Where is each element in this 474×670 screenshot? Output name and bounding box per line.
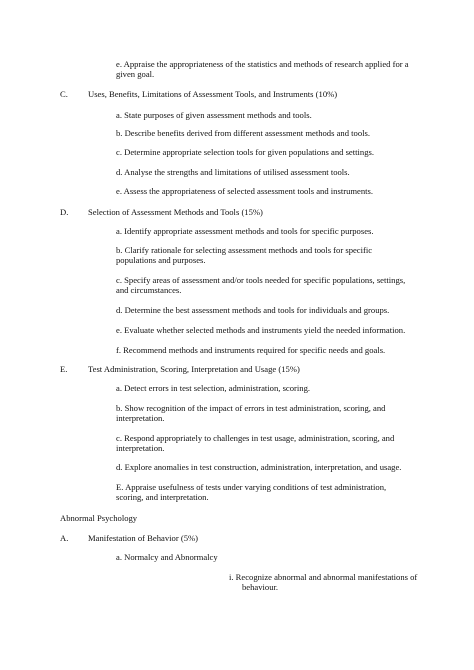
section-e-title: Test Administration, Scoring, Interpretation and Usage (15%) xyxy=(88,364,300,374)
section-d-item-e: e. Evaluate whether selected methods and instruments yield the needed information. xyxy=(116,325,406,335)
section-c-item-e: e. Assess the appropriateness of selected assessment tools and instruments. xyxy=(116,186,374,196)
section-e-item-e-line2: scoring, and interpretation. xyxy=(116,492,209,502)
section-e-item-d: d. Explore anomalies in test construction, administration, interpretation, and usage. xyxy=(116,462,402,472)
section-c-item-a: a. State purposes of given assessment methods and tools. xyxy=(116,110,312,120)
section-e-item-b-line1: b. Show recognition of the impact of errors in test administration, scoring, and xyxy=(116,403,386,413)
section-d-title: Selection of Assessment Methods and Tools (15%) xyxy=(88,207,263,217)
section-c-letter: C. xyxy=(60,89,68,99)
abnormal-section-a-title: Manifestation of Behavior (5%) xyxy=(88,533,199,543)
section-e-letter: E. xyxy=(60,364,68,374)
intro-item-e-line2: given goal. xyxy=(116,69,155,79)
section-d-item-b-line1: b. Clarify rationale for selecting assessment methods and tools for specific xyxy=(116,245,373,255)
abnormal-section-a-letter: A. xyxy=(60,533,69,543)
section-c-item-c: c. Determine appropriate selection tools for given populations and settings. xyxy=(116,147,374,157)
section-c-item-b: b. Describe benefits derived from different assessment methods and tools. xyxy=(116,128,371,138)
abnormal-section-a-item-a: a. Normalcy and Abnormalcy xyxy=(116,552,218,562)
section-d-item-a: a. Identify appropriate assessment methods and tools for specific purposes. xyxy=(116,226,374,236)
section-e-item-b-line2: interpretation. xyxy=(116,413,165,423)
section-c-title: Uses, Benefits, Limitations of Assessment Tools, and Instruments (10%) xyxy=(88,89,338,99)
abnormal-sub-item-i-line2: behaviour. xyxy=(242,582,279,592)
abnormal-sub-item-i-line1: i. Recognize abnormal and abnormal manifestations of xyxy=(229,572,418,582)
section-d-item-f: f. Recommend methods and instruments required for specific needs and goals. xyxy=(116,345,386,355)
section-e-item-e-line1: E. Appraise usefulness of tests under varying conditions of test administration, xyxy=(116,482,387,492)
intro-item-e-line1: e. Appraise the appropriateness of the statistics and methods of research applied for a xyxy=(116,59,409,69)
section-d-letter: D. xyxy=(60,207,69,217)
section-d-item-d: d. Determine the best assessment methods and tools for individuals and groups. xyxy=(116,305,390,315)
section-e-item-a: a. Detect errors in test selection, administration, scoring. xyxy=(116,383,311,393)
section-d-item-c-line1: c. Specify areas of assessment and/or tools needed for specific populations, settings, xyxy=(116,275,406,285)
section-c-item-d: d. Analyse the strengths and limitations of utilised assessment tools. xyxy=(116,167,350,177)
section-d-item-b-line2: populations and purposes. xyxy=(116,255,206,265)
section-d-item-c-line2: and circumstances. xyxy=(116,285,182,295)
section-e-item-c-line2: interpretation. xyxy=(116,443,165,453)
section-e-item-c-line1: c. Respond appropriately to challenges in test usage, administration, scoring, and xyxy=(116,433,395,443)
abnormal-psychology-heading: Abnormal Psychology xyxy=(60,513,138,523)
